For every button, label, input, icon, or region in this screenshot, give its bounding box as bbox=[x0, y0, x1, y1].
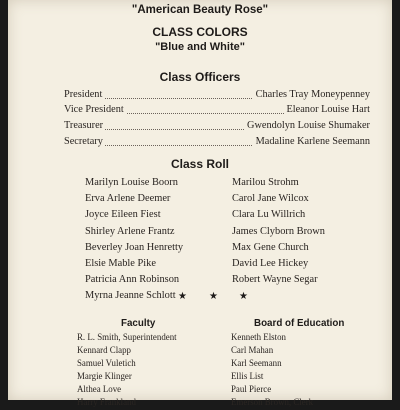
faculty-member: R. L. Smith, Superintendent bbox=[77, 332, 177, 342]
roll-name: Joyce Eileen Fiest bbox=[85, 209, 161, 221]
class-roll-heading: Class Roll bbox=[170, 157, 230, 171]
roll-name: Shirley Arlene Frantz bbox=[85, 225, 175, 237]
faculty-list bbox=[77, 331, 177, 410]
officer-title: President bbox=[64, 89, 103, 100]
officer-name: Madaline Karlene Seemann bbox=[253, 135, 370, 149]
officer-row-treasurer bbox=[64, 119, 370, 133]
officer-name: Eleanor Louise Hart bbox=[284, 103, 371, 117]
roll-name: Patricia Ann Robinson bbox=[85, 274, 180, 286]
program-page bbox=[8, 0, 392, 408]
officer-row-secretary bbox=[64, 135, 370, 149]
roll-name: David Lee Hickey bbox=[232, 258, 309, 270]
faculty-member: Margie Klinger bbox=[77, 371, 132, 382]
faculty-member: Althea Love bbox=[77, 384, 122, 395]
roll-name: Max Gene Church bbox=[232, 241, 309, 253]
class-roll-right-column bbox=[232, 175, 325, 288]
roll-name: Elsie Mable Pike bbox=[85, 258, 156, 270]
officer-row-president bbox=[64, 88, 370, 102]
roll-name: Carol Jane Wilcox bbox=[232, 193, 309, 205]
board-member: Carl Mahan bbox=[231, 345, 274, 356]
star-icon: ★ bbox=[178, 291, 187, 302]
class-officers-heading: Class Officers bbox=[159, 70, 241, 84]
roll-name: Robert Wayne Segar bbox=[232, 274, 318, 286]
class-flower: "American Beauty Rose" bbox=[131, 4, 269, 16]
officer-row-vice-president bbox=[64, 103, 370, 117]
class-colors-heading: CLASS COLORS bbox=[152, 25, 248, 39]
class-roll-left-column bbox=[85, 175, 183, 305]
star-icon: ★ bbox=[239, 291, 248, 302]
roll-name: Myrna Jeanne Schlott bbox=[85, 290, 176, 302]
star-icon: ★ bbox=[209, 291, 218, 302]
faculty-member: Harry Frankland bbox=[77, 397, 136, 408]
board-member: Emerson Brown, Clerk bbox=[231, 397, 314, 408]
star-divider bbox=[8, 291, 392, 305]
officer-name: Charles Tray Moneypenney bbox=[253, 88, 370, 102]
faculty-heading: Faculty bbox=[121, 318, 156, 329]
board-member: Karl Seemann bbox=[231, 358, 282, 369]
roll-name: Erva Arlene Deemer bbox=[85, 193, 171, 205]
board-member: Paul Pierce bbox=[231, 384, 272, 395]
class-colors-value: "Blue and White" bbox=[155, 41, 245, 53]
faculty-member: Kennard Clapp bbox=[77, 345, 131, 356]
officer-title: Treasurer bbox=[64, 120, 104, 131]
roll-name: James Clyborn Brown bbox=[232, 225, 325, 237]
board-member: Ellis List bbox=[231, 371, 264, 382]
roll-name: Marilou Strohm bbox=[232, 177, 299, 188]
roll-name: Beverley Joan Henretty bbox=[85, 241, 184, 253]
officer-title: Secretary bbox=[64, 136, 103, 147]
roll-name: Marilyn Louise Boorn bbox=[85, 177, 178, 188]
board-of-education-heading: Board of Education bbox=[254, 318, 345, 329]
board-member: Kenneth Elston bbox=[231, 332, 286, 342]
officer-name: Gwendolyn Louise Shumaker bbox=[244, 119, 370, 133]
officer-title: Vice President bbox=[64, 104, 124, 115]
board-list bbox=[231, 331, 313, 410]
faculty-member: Samuel Vuletich bbox=[77, 358, 136, 369]
roll-name: Clara Lu Willrich bbox=[232, 209, 306, 221]
